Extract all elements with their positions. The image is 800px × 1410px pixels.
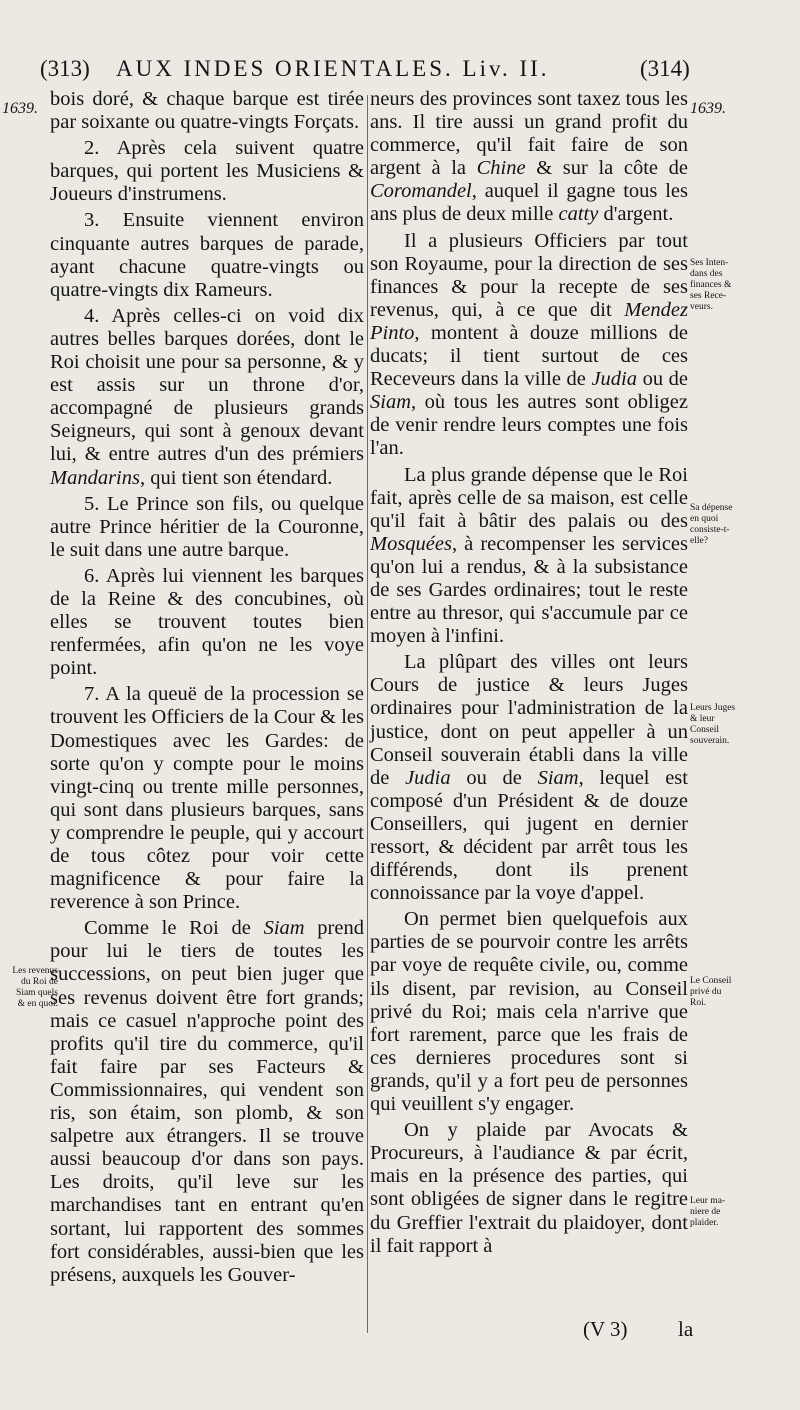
- paragraph: [50, 137, 364, 206]
- paragraph-text: 5. Le Prince son fils, ou quelque autre Prince héritier de la Couronne, le suit dans une autre barque.: [50, 492, 364, 561]
- paragraph-text: , lequel est composé d'un Président & de douze Conseillers, qui jugent en dernier ressort, & décident par arrêt tous les différends, dont ils prenent connoissance par la voye d'appel.: [370, 766, 688, 905]
- paragraph: [370, 1119, 688, 1258]
- paragraph-text: 7. A la queuë de la procession se trouvent les Officiers de la Cour & les Domestiques avec les Gardes: de sorte qu'on y compte pour le moins vingt-cinq ou trente mille personnes, qui sont dans plusieurs barques, sans y comprendre le peuple, qui y accourt de tous côtez pour voir cette magnificence & pour faire la reverence à son Prince.: [50, 683, 364, 914]
- italic-term: catty: [558, 203, 599, 226]
- paragraph-text: 6. Après lui viennent les barques de la Reine & des concubines, où elles se trouvent toutes bien renfermées, afin qu'on ne les voye point.: [50, 564, 364, 680]
- paragraph-text: Comme le Roi de: [84, 917, 264, 940]
- paragraph-text: La plus grande dépense que le Roi fait, après celle de sa maison, est celle qu'il fait à bâtir des palais ou des: [370, 463, 688, 532]
- column-divider: [367, 95, 368, 1333]
- paragraph-text: 4. Après celles-ci on void dix autres belles barques dorées, dont le Roi choisit une pour sa personne, & y est assis sur un throne d'or, accompagné de plusieurs grands Seigneurs, qui sont à genoux devant lui, & entre autres d'un des prémiers: [50, 304, 364, 466]
- paragraph-text: Il a plusieurs Officiers par tout son Royaume, pour la direction de ses finances & pour la recepte de ses revenus, qui, à ce que dit: [370, 229, 688, 321]
- margin-note-plaider: Leur ma- niere de plaider.: [690, 1196, 726, 1228]
- signature-mark: (V 3): [583, 1317, 628, 1341]
- margin-note-revenus: Les revenus du Roi de Siam quels & en quoi.: [12, 966, 58, 1009]
- paragraph: [50, 565, 364, 680]
- italic-term: Coromandel: [370, 180, 472, 203]
- paragraph-text: & sur la côte de: [525, 157, 688, 180]
- paragraph-text: , montent à douze millions de ducats; il tient surtout de ces Receveurs dans la ville de: [370, 321, 688, 391]
- running-header: [0, 56, 800, 90]
- paragraph-text: ou de: [450, 766, 538, 789]
- paragraph: [50, 917, 364, 1287]
- italic-term: Mendez Pinto: [370, 298, 688, 344]
- italic-term: Chine: [476, 157, 526, 180]
- left-text-column: [50, 88, 364, 1287]
- paragraph: [370, 464, 688, 649]
- paragraph-text: On y plaide par Avocats & Procureurs, à l'audiance & par écrit, mais en la présence des parties, qui sont obligées de signer dans le regitre du Greffier l'extrait du plaidoyer, dont il fait rapport à: [370, 1119, 688, 1257]
- paragraph-text: La plûpart des villes ont leurs Cours de justice & leurs Juges ordinaires pour l'administration de la justice, dont on peut appeller à un Conseil souverain établi dans la ville de: [370, 651, 688, 789]
- paragraph-text: 2. Après cela suivent quatre barques, qui portent les Musiciens & Joueurs d'instrumens.: [50, 137, 364, 206]
- paragraph-text: 3. Ensuite viennent environ cinquante autres barques de parade, ayant chacune quatre-vingts ou quatre-vingts dix Rameurs.: [50, 209, 364, 301]
- paragraph-text: On permet bien quelquefois aux parties de se pourvoir contre les arrêts par voye de requête civile, ou, comme ils disent, par revision, au Conseil privé du Roi; mais cela n'arrive que fort rarement, parce que les frais de ces dernieres procedures sont si grands, qu'il y a fort peu de personnes qui veuillent s'y engager.: [370, 908, 688, 1116]
- running-title: AUX INDES ORIENTALES. Liv. II.: [116, 56, 550, 81]
- year-left: 1639.: [2, 100, 38, 117]
- italic-term: Judia: [405, 766, 451, 789]
- italic-term: Judia: [591, 368, 637, 391]
- paragraph-text: prend pour lui le tiers de toutes les successions, on peut bien juger que ses revenus doivent être fort grands; mais ce casuel n'approche point des profits qu'il tire du commerce, qu'il fait faire par ses Facteurs & Commissionnaires, qui vendent son ris, son étaim, son plomb, & son salpetre aux étrangers. Il se trouve aussi beaucoup d'or dans son pays. Les droits, qu'il leve sur les marchandises tant en entrant qu'en sortant, lui rapportent des sommes fort considérables, aussi-bien que les présens, auxquels les Gouver-: [50, 917, 364, 1286]
- italic-term: Siam: [263, 917, 305, 940]
- page-number-right: (314): [640, 56, 690, 81]
- margin-note-intendans: Ses Inten- dans des finances & ses Rece- veurs.: [690, 258, 732, 312]
- paragraph: [370, 88, 688, 227]
- italic-term: Siam: [370, 391, 411, 414]
- italic-term: Siam: [537, 766, 579, 789]
- margin-note-conseil-prive: Le Conseil privé du Roi.: [690, 976, 732, 1008]
- paragraph: [50, 209, 364, 301]
- paragraph-text: , où tous les autres sont obligez de venir rendre leurs comptes une fois l'an.: [370, 391, 688, 460]
- paragraph-text: , qui tient son étendard.: [139, 466, 333, 489]
- right-text-column: [370, 88, 688, 1258]
- paragraph-text: neurs des provinces sont taxez tous les ans. Il tire aussi un grand profit du commerce, qu'il fait faire de son argent à la: [370, 88, 688, 180]
- paragraph-text: , auquel il gagne tous les ans plus de deux mille: [370, 180, 688, 226]
- paragraph: [370, 908, 688, 1116]
- margin-note-juges: Leurs Juges & leur Conseil souverain.: [690, 703, 736, 746]
- paragraph: [370, 651, 688, 905]
- italic-term: Mandarins: [50, 466, 140, 489]
- paragraph: [50, 88, 364, 134]
- catchword: la: [678, 1317, 694, 1341]
- paragraph: [50, 683, 364, 914]
- year-right: 1639.: [690, 100, 726, 117]
- margin-note-depense: Sa dépense en quoi consiste-t- elle?: [690, 503, 733, 546]
- paragraph-text: ou de: [636, 368, 688, 391]
- paragraph-text: d'argent.: [598, 203, 674, 226]
- paragraph-text: bois doré, & chaque barque est tirée par soixante ou quatre-vingts Forçats.: [50, 88, 364, 134]
- paragraph: [370, 230, 688, 461]
- paragraph-text: , à recompenser les services qu'on lui a rendus, & à la subsistance de ses Gardes ordinaires; tout le reste entre au thresor, qui s'accumule par ce moyen à l'infini.: [370, 532, 688, 648]
- paragraph: [50, 305, 364, 490]
- paragraph: [50, 493, 364, 562]
- page-number-left: (313): [40, 56, 90, 81]
- italic-term: Mosquées: [370, 532, 452, 555]
